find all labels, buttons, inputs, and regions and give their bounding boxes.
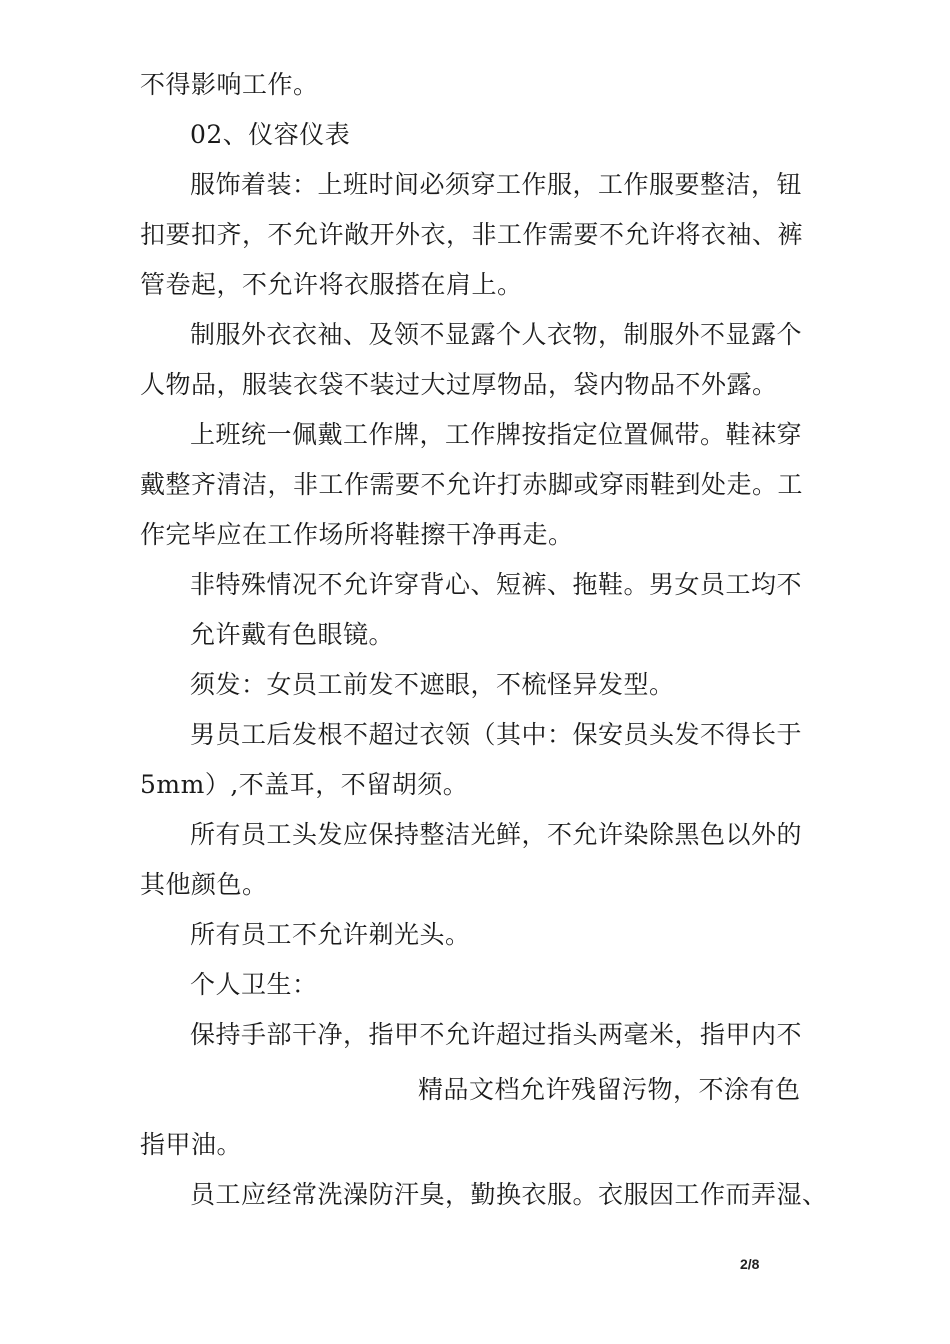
text-line: 须发：女员工前发不遮眼，不梳怪异发型。 [190,670,675,699]
text-line: 非特殊情况不允许穿背心、短裤、拖鞋。男女员工均不 [190,570,803,599]
text-line: 指甲油。 [140,1130,243,1159]
text-line: 个人卫生： [190,970,318,999]
section-heading: 02、仪容仪表 [190,120,351,149]
text-line: 制服外衣衣袖、及领不显露个人衣物，制服外不显露个 [190,320,803,349]
text-line: 允许戴有色眼镜。 [190,620,395,649]
text-line: 上班统一佩戴工作牌，工作牌按指定位置佩带。鞋袜穿 [190,420,803,449]
text-line: 管卷起，不允许将衣服搭在肩上。 [140,270,523,299]
text-line: 人物品，服装衣袋不装过大过厚物品，袋内物品不外露。 [140,370,778,399]
text-line: 所有员工不允许剃光头。 [190,920,471,949]
text-line: 5mm）,不盖耳，不留胡须。 [140,770,469,799]
text-line: 扣要扣齐，不允许敞开外衣，非工作需要不允许将衣袖、裤 [140,220,804,249]
text-line: 精品文档允许残留污物，不涂有色 [418,1075,801,1104]
text-line: 服饰着装：上班时间必须穿工作服，工作服要整洁，钮 [190,170,803,199]
text-line: 男员工后发根不超过衣领（其中：保安员头发不得长于 [190,720,803,749]
page-number: 2/8 [740,1256,760,1272]
text-line: 不得影响工作。 [140,70,319,99]
text-line: 保持手部干净，指甲不允许超过指头两毫米，指甲内不 [190,1020,803,1049]
text-line: 作完毕应在工作场所将鞋擦干净再走。 [140,520,574,549]
text-line: 员工应经常洗澡防汗臭，勤换衣服。衣服因工作而弄湿、 [190,1180,828,1209]
text-line: 其他颜色。 [140,870,268,899]
text-line: 戴整齐清洁，非工作需要不允许打赤脚或穿雨鞋到处走。工 [140,470,804,499]
text-line: 所有员工头发应保持整洁光鲜，不允许染除黑色以外的 [190,820,803,849]
